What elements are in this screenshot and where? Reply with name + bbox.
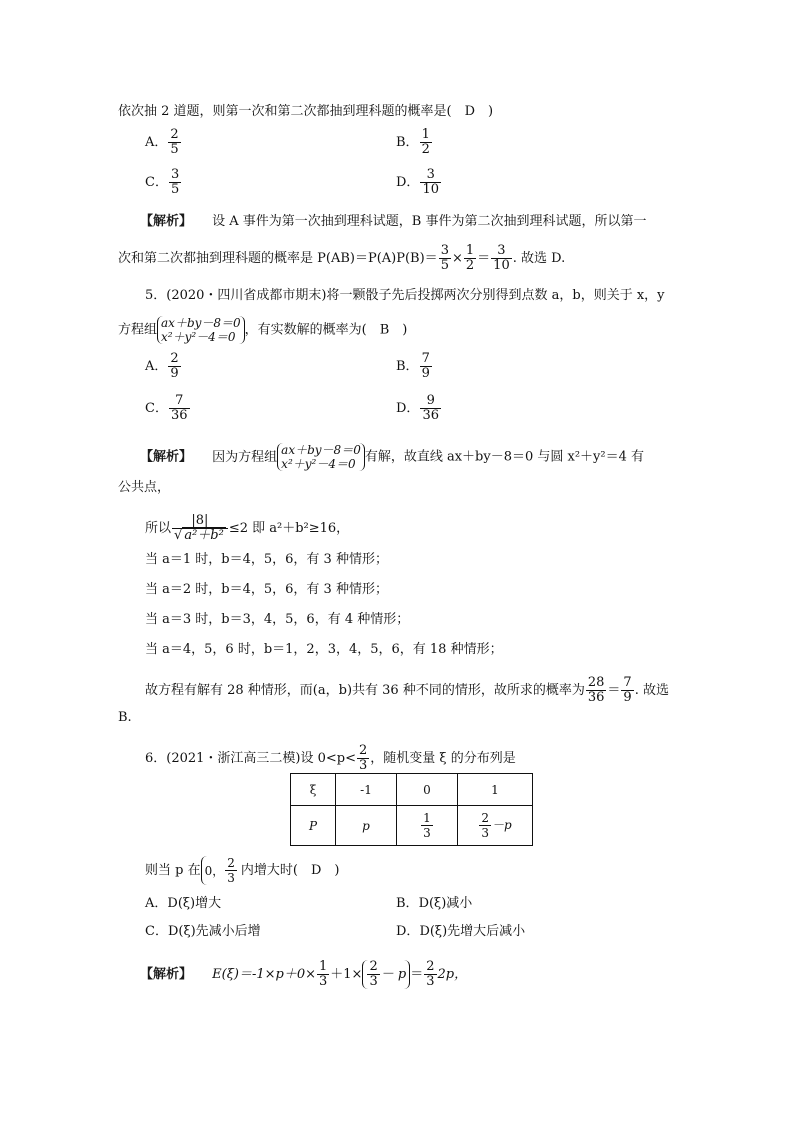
q5-case-3: 当 a＝3 时，b＝3，4，5，6，有 4 种情形； [145, 612, 410, 627]
option-label: C． [145, 175, 168, 190]
table-cell: P [291, 806, 336, 846]
q5-case-4: 当 a＝4，5，6 时，b＝1，2，3，4，5，6，有 18 种情形； [145, 642, 503, 657]
option-label: C． [145, 401, 168, 416]
table-cell: $\frac{2}{3}$ －p [458, 806, 533, 846]
interval: 0， $\frac{2}{3}$ [201, 856, 241, 885]
analysis-tag: 【解析】 [140, 967, 193, 982]
table-cell: ξ [291, 774, 336, 806]
fraction: $\frac{3}{10}$ [422, 167, 439, 197]
fraction: $\frac{3}{5}$ [440, 243, 449, 273]
table-cell: p [336, 806, 397, 846]
q6-analysis: 【解析】 E(ξ)＝-1×p＋0× $\frac{1}{3}$ ＋1× $\frac{2}{3}$ － p ＝ $\frac{2}{3}$ 2p， [140, 959, 468, 989]
q6-option-c: C．D(ξ)先减小后增 [145, 924, 261, 939]
q5-case-1: 当 a＝1 时，b＝4，5，6，有 3 种情形； [145, 552, 388, 567]
fraction: $\frac{7}{9}$ [421, 351, 430, 381]
q5-option-d [396, 394, 442, 423]
q5-stem-line2: 方程组 ax＋by－8＝0 x²＋y²－4＝0 ，有实数解的概率为( B ) [118, 316, 408, 344]
fraction: $\frac{7}{9}$ [623, 675, 632, 705]
fraction: $\frac{3}{10}$ [493, 243, 510, 273]
q5-distance-inequality: 所以 $\frac{|8|}{\text{√ a²＋b²}}$ ≤2 即 a²＋b²≥16， [145, 513, 350, 543]
distribution-table [290, 773, 533, 846]
fraction: $\frac{28}{36}$ [587, 675, 605, 705]
q6-option-a: A．D(ξ)增大 [145, 896, 222, 911]
q4-analysis-line2: 次和第二次都抽到理科题的概率是 P(AB)＝P(A)P(B)＝ $\frac{3}{5}$ × $\frac{1}{2}$ ＝ $\frac{3}{10}$ . 故选 D. [118, 243, 566, 273]
fraction: $\frac{3}{5}$ [170, 167, 180, 197]
fraction: $\frac{|8|}{\text{√ a²＋b²}}$ [172, 514, 228, 543]
q4-option-b [396, 128, 433, 157]
q5-analysis-line1: 【解析】 因为方程组 ax＋by－8＝0 x²＋y²－4＝0 有解，故直线 ax＋by－8＝0 与圆 x²＋y²＝4 有 [140, 443, 645, 471]
q5-option-b [396, 352, 433, 381]
q6-stem: 6．(2021・浙江高三二模)设 0<p< $\frac{2}{3}$ ，随机变量 ξ 的分布列是 [145, 743, 516, 773]
equation-system: ax＋by－8＝0 x²＋y²－4＝0 [277, 443, 365, 471]
option-label: B． [396, 359, 419, 374]
table-cell: 1 [458, 774, 533, 806]
fraction: $\frac{2}{9}$ [170, 351, 179, 381]
table-row [291, 806, 533, 846]
q4-option-c [145, 168, 182, 197]
equation-system: ax＋by－8＝0 x²＋y²－4＝0 [157, 316, 245, 344]
table-cell: -1 [336, 774, 397, 806]
table-cell: $\frac{1}{3}$ [397, 806, 458, 846]
fraction: $\frac{1}{2}$ [421, 127, 430, 157]
option-label: B． [396, 135, 419, 150]
option-label: D． [396, 175, 420, 190]
option-label: D． [396, 924, 420, 939]
fraction: $\frac{2}{3}$ [426, 959, 435, 989]
option-label: A． [145, 359, 168, 374]
fraction: $\frac{2}{3}$ [227, 856, 235, 885]
option-label: A． [145, 896, 168, 911]
fraction: $\frac{7}{36}$ [170, 393, 188, 423]
option-label: A． [145, 135, 168, 150]
fraction: $\frac{2}{3}$ [359, 743, 368, 773]
q5-option-a [145, 352, 182, 381]
q4-stem: 依次抽 2 道题，则第一次和第二次都抽到理科题的概率是( D ) [118, 104, 494, 119]
fraction: $\frac{1}{3}$ [319, 959, 328, 989]
q5-conclusion: 故方程有解有 28 种情形，而(a，b)共有 36 种不同的情形，故所求的概率为 $\frac{28}{36}$ ＝ $\frac{7}{9}$ . 故选 [145, 675, 669, 705]
option-label: D． [396, 401, 420, 416]
fraction: $\frac{2}{5}$ [170, 127, 179, 157]
q5-option-c [145, 394, 191, 423]
fraction: $\frac{1}{2}$ [465, 243, 475, 273]
analysis-tag: 【解析】 [140, 214, 193, 229]
analysis-tag: 【解析】 [140, 449, 193, 465]
table-cell: 0 [397, 774, 458, 806]
q4-option-d [396, 168, 442, 197]
q5-conclusion-end: B. [118, 710, 132, 725]
table-row [291, 774, 533, 806]
q5-stem-line1: 5．(2020・四川省成都市期末)将一颗骰子先后投掷两次分别得到点数 a，b，则关于 x，y [145, 288, 665, 303]
option-label: B． [396, 896, 419, 911]
option-label: C． [145, 924, 168, 939]
parenthesized-expression: $\frac{2}{3}$ － p [362, 960, 410, 989]
q5-case-2: 当 a＝2 时，b＝4，5，6，有 3 种情形； [145, 582, 388, 597]
q6-option-d: D．D(ξ)先增大后减小 [396, 924, 526, 939]
q6-ask: 则当 p 在 0， $\frac{2}{3}$ 内增大时( D ) [145, 856, 340, 885]
q5-common-point: 公共点， [118, 480, 171, 495]
q4-analysis-line1: 【解析】 设 A 事件为第一次抽到理科试题，B 事件为第二次抽到理科试题，所以第一 [140, 214, 647, 229]
q4-option-a [145, 128, 182, 157]
q6-option-b: B．D(ξ)减小 [396, 896, 473, 911]
fraction: $\frac{9}{36}$ [422, 393, 439, 423]
